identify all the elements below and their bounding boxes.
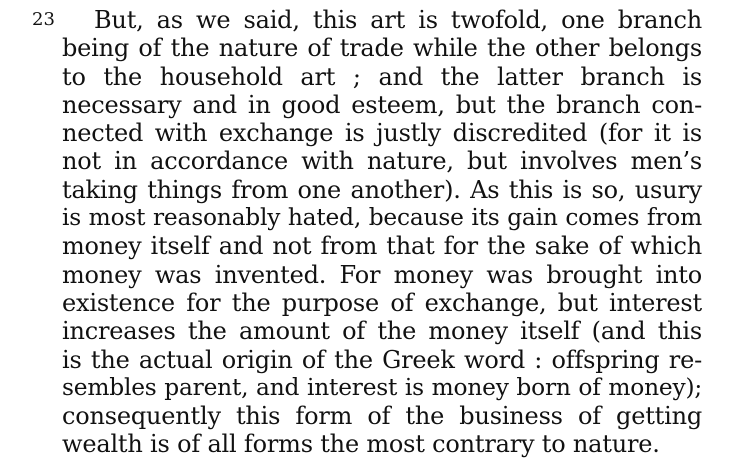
section-number: 23 — [32, 9, 55, 30]
text-line: necessary and in good esteem, but the branch con- — [62, 90, 702, 119]
text-line: sembles parent, and interest is money born of money); — [62, 373, 702, 401]
text-line: existence for the purpose of exchange, but interest — [62, 288, 702, 317]
text-line: money was invented. For money was brought into — [62, 260, 702, 289]
text-line: is most reasonably hated, because its gain comes from — [62, 204, 702, 232]
text-line: money itself and not from that for the sake of which — [62, 232, 702, 261]
text-line: being of the nature of trade while the other belongs — [62, 34, 702, 63]
text-line: But, as we said, this art is twofold, one branch — [94, 6, 702, 34]
text-line: nected with exchange is justly discredited (for it is — [62, 119, 702, 148]
text-line: to the household art ; and the latter branch is — [62, 62, 702, 91]
paragraph — [62, 6, 702, 459]
text-line: not in accordance with nature, but involves men’s — [62, 147, 702, 176]
text-line: taking things from one another). As this is so, usury — [62, 175, 702, 204]
text-line: increases the amount of the money itself (and this — [62, 317, 702, 346]
text-line: wealth is of all forms the most contrary to nature. — [62, 430, 660, 459]
text-line: consequently this form of the business of getting — [62, 402, 702, 431]
text-line: is the actual origin of the Greek word : offspring re- — [62, 345, 702, 374]
